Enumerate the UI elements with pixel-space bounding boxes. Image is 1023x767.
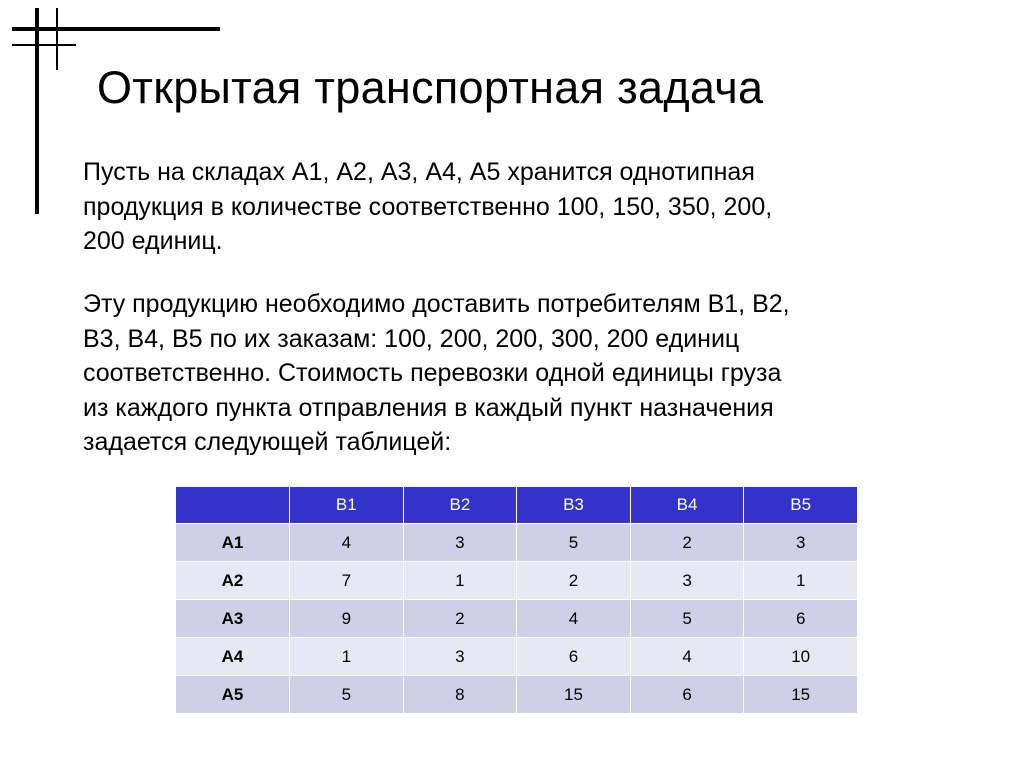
table-cell: 3 — [403, 638, 517, 676]
decorative-line-vertical-short — [56, 8, 58, 70]
slide-title: Открытая транспортная задача — [97, 62, 764, 113]
paragraph-line: продукция в количестве соответственно 100, 150, 350, 200, — [83, 192, 773, 221]
table-cell: 1 — [744, 562, 858, 600]
table-cell: 4 — [290, 524, 404, 562]
paragraph-line: соответственно. Стоимость перевозки одной единицы груза — [83, 359, 782, 387]
table-cell: 2 — [630, 524, 744, 562]
paragraph-line: 200 единиц. — [83, 227, 223, 255]
cost-table — [175, 486, 858, 714]
paragraph-line: В3, В4, В5 по их заказам: 100, 200, 200, 300, 200 единиц — [83, 324, 740, 353]
table-cell: 6 — [630, 676, 744, 714]
paragraph-line: Эту продукцию необходимо доставить потребителям В1, В2, — [83, 290, 790, 318]
table-row — [176, 562, 858, 600]
decorative-line-horizontal — [12, 27, 220, 31]
decorative-line-vertical — [35, 8, 39, 214]
paragraph-consumers — [83, 287, 983, 460]
table-cell: 15 — [744, 676, 858, 714]
table-cell: 9 — [290, 600, 404, 638]
table-cell: 4 — [517, 600, 631, 638]
table-header-row — [176, 487, 858, 524]
table-cell: 2 — [403, 600, 517, 638]
row-header: A1 — [176, 524, 290, 562]
paragraph-line: из каждого пункта отправления в каждый пункт назначения — [83, 393, 774, 422]
column-header: B4 — [630, 487, 744, 524]
column-header: B3 — [517, 487, 631, 524]
table-cell: 3 — [744, 524, 858, 562]
table-row — [176, 600, 858, 638]
paragraph-warehouses — [83, 155, 983, 259]
table-cell: 2 — [517, 562, 631, 600]
table-cell: 5 — [630, 600, 744, 638]
table-cell: 3 — [630, 562, 744, 600]
paragraph-line: задается следующей таблицей: — [83, 428, 452, 456]
column-header: B1 — [290, 487, 404, 524]
table-cell: 6 — [744, 600, 858, 638]
column-header: B5 — [744, 487, 858, 524]
table-cell: 8 — [403, 676, 517, 714]
table-cell: 6 — [517, 638, 631, 676]
table-cell: 10 — [744, 638, 858, 676]
row-header: A5 — [176, 676, 290, 714]
table-cell: 1 — [403, 562, 517, 600]
paragraph-line: Пусть на складах А1, А2, А3, А4, А5 хранится однотипная — [83, 158, 755, 186]
table-row — [176, 638, 858, 676]
table-cell: 1 — [290, 638, 404, 676]
table-row — [176, 524, 858, 562]
table-corner-cell — [176, 487, 290, 524]
table-row — [176, 676, 858, 714]
row-header: A3 — [176, 600, 290, 638]
decorative-line-horizontal-short — [12, 44, 76, 46]
row-header: A4 — [176, 638, 290, 676]
table-cell: 7 — [290, 562, 404, 600]
table-cell: 15 — [517, 676, 631, 714]
row-header: A2 — [176, 562, 290, 600]
table-cell: 4 — [630, 638, 744, 676]
table-cell: 5 — [290, 676, 404, 714]
column-header: B2 — [403, 487, 517, 524]
table-cell: 3 — [403, 524, 517, 562]
table-cell: 5 — [517, 524, 631, 562]
